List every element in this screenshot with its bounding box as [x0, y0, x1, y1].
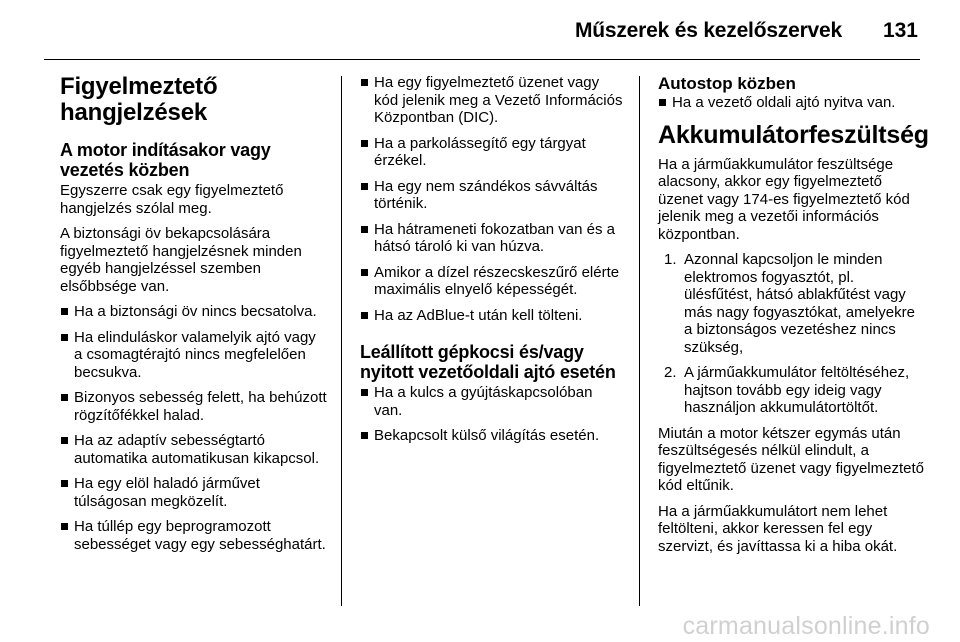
page-header: [0, 0, 960, 60]
bullet-square-icon: [361, 269, 368, 276]
bullet-square-icon: [361, 140, 368, 147]
list-item: Amikor a dízel részecskeszűrő elérte maximális elnyelő képességét.: [360, 264, 624, 299]
bullet-square-icon: [61, 334, 68, 341]
bullet-square-icon: [61, 437, 68, 444]
list-item: Ha az adaptív sebességtartó automatika automatikusan kikapcsol.: [60, 432, 328, 467]
bullet-square-icon: [361, 389, 368, 396]
bullet-square-icon: [659, 99, 666, 106]
column-divider-2: [639, 76, 640, 606]
section-heading-warning-chimes: Figyelmeztető hangjelzések: [60, 73, 218, 126]
bullet-list: [360, 74, 624, 324]
bullet-square-icon: [61, 394, 68, 401]
subheading-parked-vehicle: Leállított gépkocsi és/vagy nyitott vezetőoldali ajtó esetén: [360, 342, 616, 382]
list-item: Ha a kulcs a gyújtáskapcsolóban van.: [360, 384, 624, 419]
column-3: [658, 74, 929, 563]
bullet-square-icon: [361, 312, 368, 319]
bullet-list: [60, 303, 328, 553]
column-1: [60, 74, 328, 561]
list-item: Bizonyos sebesség felett, ha behúzott rögzítőfékkel halad.: [60, 389, 328, 424]
list-item: Ha a biztonsági öv nincs becsatolva.: [60, 303, 328, 321]
bullet-square-icon: [61, 480, 68, 487]
paragraph: Ha a járműakkumulátort nem lehet feltölteni, akkor keressen fel egy szervizt, és javíttassa ki a hiba okát.: [658, 502, 898, 555]
chapter-title: Műszerek és kezelőszervek: [574, 19, 842, 42]
header-divider: [44, 59, 920, 60]
bullet-square-icon: [61, 308, 68, 315]
paragraph: Ha a járműakkumulátor feszültsége alacsony, akkor egy figyelmeztető üzenet vagy 174-es figyelmeztető kód jelenik meg a vezetői információs központban.: [658, 155, 910, 243]
column-2: [360, 74, 624, 453]
list-item: Ha egy elöl haladó járművet túlságosan megközelít.: [60, 475, 328, 510]
list-item: Ha egy figyelmeztető üzenet vagy kód jelenik meg a Vezető Információs Központban (DIC).: [360, 74, 624, 127]
paragraph: Egyszerre csak egy figyelmeztető hangjelzés szólal meg.: [60, 182, 284, 217]
list-item: 2. A járműakkumulátor feltöltéséhez, hajtson tovább egy ideig vagy használjon akkumulátortöltőt.: [664, 364, 910, 416]
list-item: Ha elinduláskor valamelyik ajtó vagy a csomagtérajtó nincs megfelelően becsukva.: [60, 329, 328, 382]
bullet-list: [658, 94, 926, 112]
bullet-square-icon: [361, 226, 368, 233]
site-watermark: carmanualsonline.info: [682, 612, 930, 640]
paragraph: Miután a motor kétszer egymás után feszültségesés nélkül elindult, a figyelmeztető üzenet vagy figyelmeztető kód eltűnik.: [658, 424, 924, 494]
subheading-autostop: Autostop közben: [658, 74, 796, 93]
list-item: Bekapcsolt külső világítás esetén.: [360, 427, 624, 445]
bullet-square-icon: [361, 432, 368, 439]
bullet-square-icon: [61, 523, 68, 530]
bullet-square-icon: [361, 79, 368, 86]
list-item: Ha a parkolássegítő egy tárgyat érzékel.: [360, 135, 624, 170]
list-item: Ha hátrameneti fokozatban van és a hátsó tároló ki van húzva.: [360, 221, 624, 256]
page-number: 131: [882, 19, 918, 42]
subheading-engine-start: A motor indításakor vagy vezetés közben: [60, 140, 271, 180]
spacer: [360, 332, 624, 342]
column-divider-1: [341, 76, 342, 606]
list-item: Ha egy nem szándékos sávváltás történik.: [360, 178, 624, 213]
list-item: Ha a vezető oldali ajtó nyitva van.: [658, 94, 926, 112]
list-item: Ha túllép egy beprogramozott sebességet vagy egy sebességhatárt.: [60, 518, 328, 553]
list-item: Ha az AdBlue-t után kell tölteni.: [360, 307, 624, 325]
bullet-square-icon: [361, 183, 368, 190]
bullet-list: [360, 384, 624, 445]
section-heading-battery-voltage: Akkumulátorfeszültség: [658, 120, 929, 149]
numbered-list: [658, 251, 926, 417]
paragraph: A biztonsági öv bekapcsolására figyelmeztető hangjelzésnek minden egyéb hangjelzéssel szemben elsőbbsége van.: [60, 225, 302, 295]
list-item: 1. Azonnal kapcsoljon le minden elektromos fogyasztót, pl. ülésfűtést, hátsó ablakfűtést vagy más nagy fogyasztókat, amelyekre a biztonságos vezetéshez nincs szükség,: [664, 251, 915, 356]
